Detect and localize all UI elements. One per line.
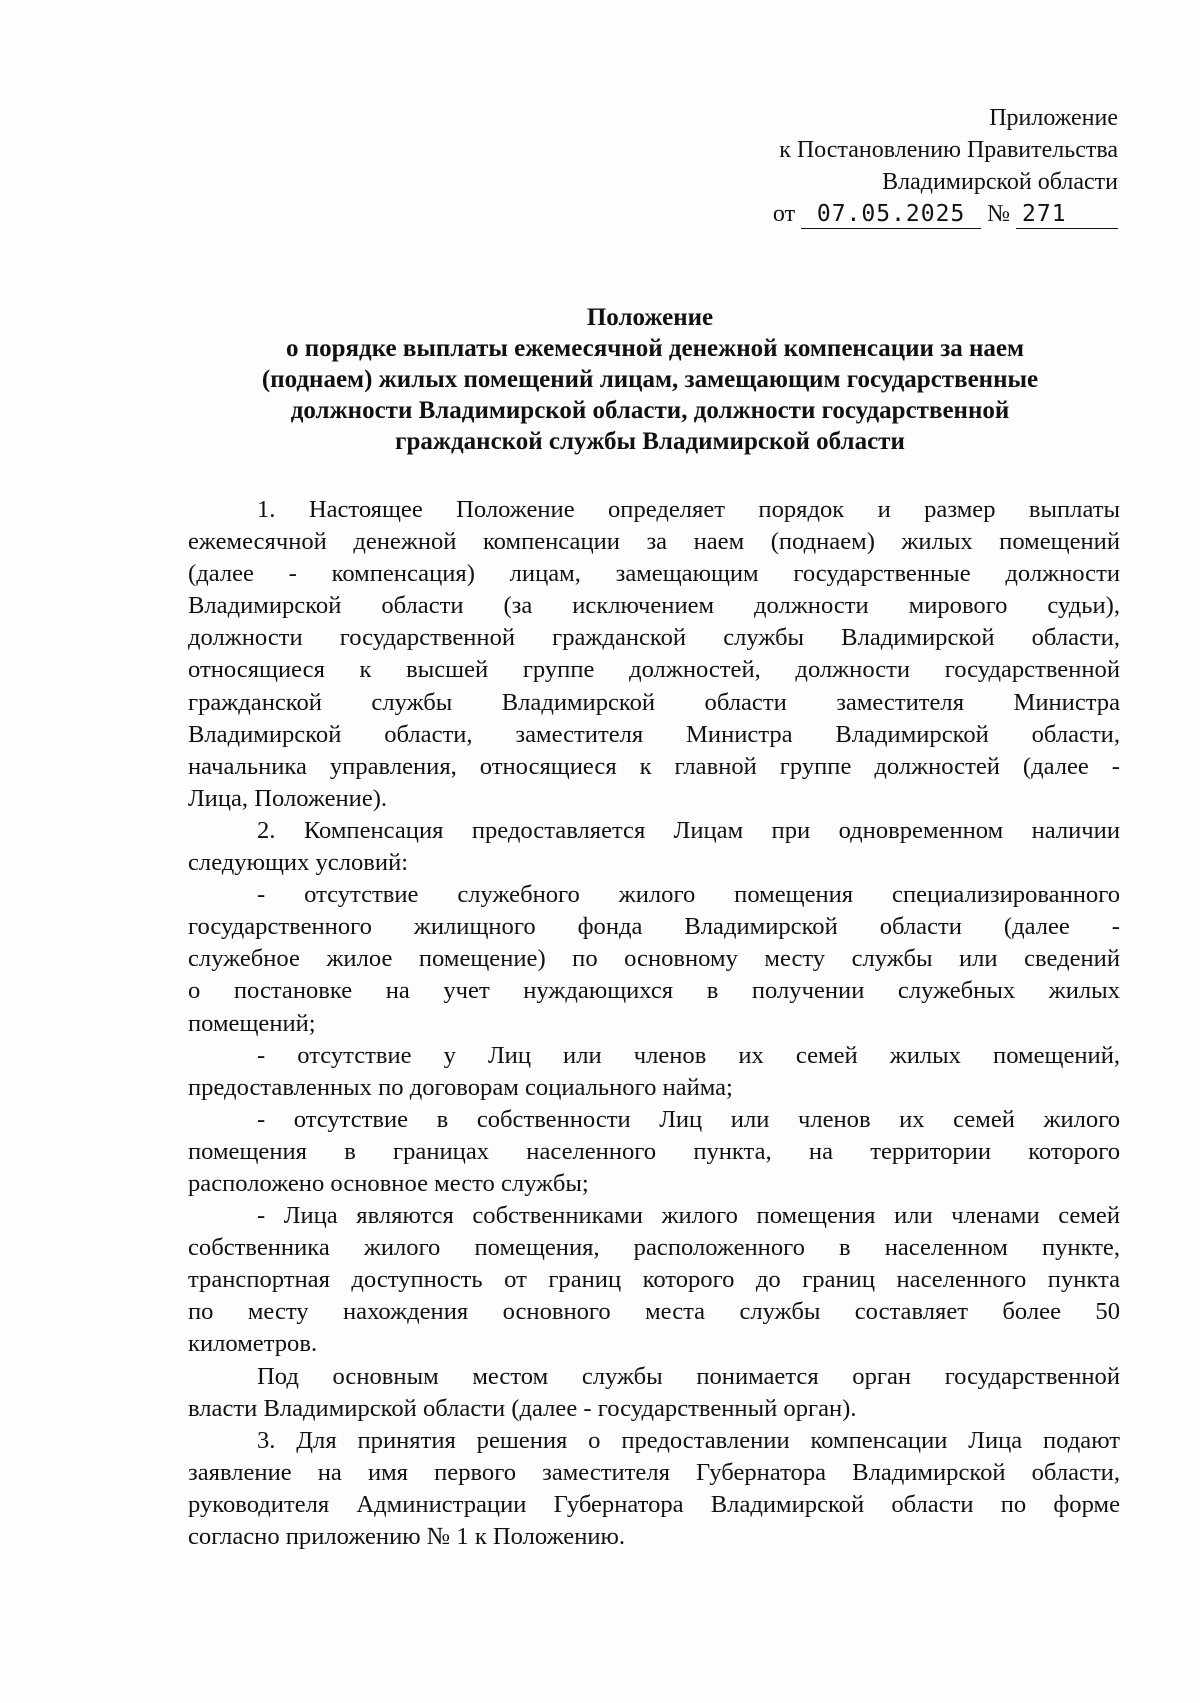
title-line: должности Владимирской области, должности государственной xyxy=(290,397,1010,424)
annex-region: Владимирской области xyxy=(882,169,1118,195)
paragraph-line: следующих условий: xyxy=(188,849,409,877)
paragraph-line: относящиеся к высшей группе должностей, должности государственной xyxy=(188,656,1120,684)
paragraph xyxy=(188,1040,1120,1104)
paragraph xyxy=(188,815,1120,879)
paragraph-line: согласно приложению № 1 к Положению. xyxy=(188,1523,626,1550)
annex-from-label: от xyxy=(772,201,796,227)
paragraph-line: 3. Для принятия решения о предоставлении компенсации Лица подают xyxy=(257,1426,1120,1454)
paragraph xyxy=(188,879,1120,1039)
paragraph-line: служебное жилое помещение) по основному месту службы или сведений xyxy=(188,945,1120,973)
annex-title: Приложение xyxy=(989,105,1118,131)
paragraph xyxy=(188,494,1120,815)
paragraph-line: - отсутствие у Лиц или членов их семей жилых помещений, xyxy=(257,1041,1120,1069)
annex-header xyxy=(773,102,1118,230)
paragraph-line: - отсутствие служебного жилого помещения специализированного xyxy=(257,881,1120,909)
paragraph xyxy=(188,1425,1120,1553)
document-title xyxy=(180,302,1120,457)
paragraph-line: километров. xyxy=(188,1330,318,1358)
paragraph-line: 1. Настоящее Положение определяет порядок и размер выплаты xyxy=(257,496,1120,523)
paragraph-line: (далее - компенсация) лицам, замещающим государственные должности xyxy=(188,560,1120,588)
paragraph-line: начальника управления, относящиеся к главной группе должностей (далее - xyxy=(188,752,1120,780)
annex-reference: к Постановлению Правительства xyxy=(779,137,1118,163)
paragraph-line: по месту нахождения основного места службы составляет более 50 xyxy=(188,1298,1120,1326)
paragraph-line: помещения в границах населенного пункта, на территории которого xyxy=(188,1137,1120,1165)
paragraph-line: Под основным местом службы понимается орган государственной xyxy=(257,1362,1120,1390)
paragraph-line: транспортная доступность от границ которого до границ населенного пункта xyxy=(188,1266,1120,1294)
paragraph-line: Лица, Положение). xyxy=(188,784,388,812)
paragraph xyxy=(188,1104,1120,1200)
title-line: (поднаем) жилых помещений лицам, замещающим государственные xyxy=(261,366,1039,393)
title-line: гражданской службы Владимирской области xyxy=(395,428,905,455)
annex-number-label: № xyxy=(987,201,1010,227)
paragraph-line: Владимирской области, заместителя Министра Владимирской области, xyxy=(188,720,1120,748)
title-line: о порядке выплаты ежемесячной денежной компенсации за наем xyxy=(285,335,1025,362)
paragraph-line: гражданской службы Владимирской области заместителя Министра xyxy=(188,688,1120,716)
paragraph-line: руководителя Администрации Губернатора Владимирской области по форме xyxy=(188,1490,1120,1518)
paragraph-line: власти Владимирской области (далее - государственный орган). xyxy=(188,1394,857,1422)
paragraph-line: должности государственной гражданской службы Владимирской области, xyxy=(188,624,1120,652)
title-line: Положение xyxy=(586,304,714,331)
paragraph-line: ежемесячной денежной компенсации за наем (поднаем) жилых помещений xyxy=(188,528,1120,556)
annex-date-row xyxy=(773,198,1118,230)
paragraph xyxy=(188,1200,1120,1360)
paragraph-line: 2. Компенсация предоставляется Лицам при одновременном наличии xyxy=(257,816,1120,844)
paragraph-line: - отсутствие в собственности Лиц или членов их семей жилого xyxy=(257,1105,1120,1133)
paragraph-line: предоставленных по договорам социального найма; xyxy=(188,1073,733,1101)
annex-date: 07.05.2025 xyxy=(801,200,981,229)
document-body xyxy=(188,494,1120,1553)
paragraph-line: собственника жилого помещения, расположенного в населенном пункте, xyxy=(188,1234,1120,1262)
paragraph-line: о постановке на учет нуждающихся в получении служебных жилых xyxy=(188,977,1120,1005)
paragraph-line: - Лица являются собственниками жилого помещения или членами семей xyxy=(257,1202,1120,1230)
paragraph-line: Владимирской области (за исключением должности мирового судьи), xyxy=(188,592,1120,620)
annex-number: 271 xyxy=(1016,200,1118,229)
paragraph-line: государственного жилищного фонда Владимирской области (далее - xyxy=(188,913,1120,941)
paragraph-line: расположено основное место службы; xyxy=(188,1169,589,1197)
paragraph-line: помещений; xyxy=(188,1009,316,1037)
paragraph xyxy=(188,1361,1120,1425)
paragraph-line: заявление на имя первого заместителя Губернатора Владимирской области, xyxy=(188,1458,1120,1486)
